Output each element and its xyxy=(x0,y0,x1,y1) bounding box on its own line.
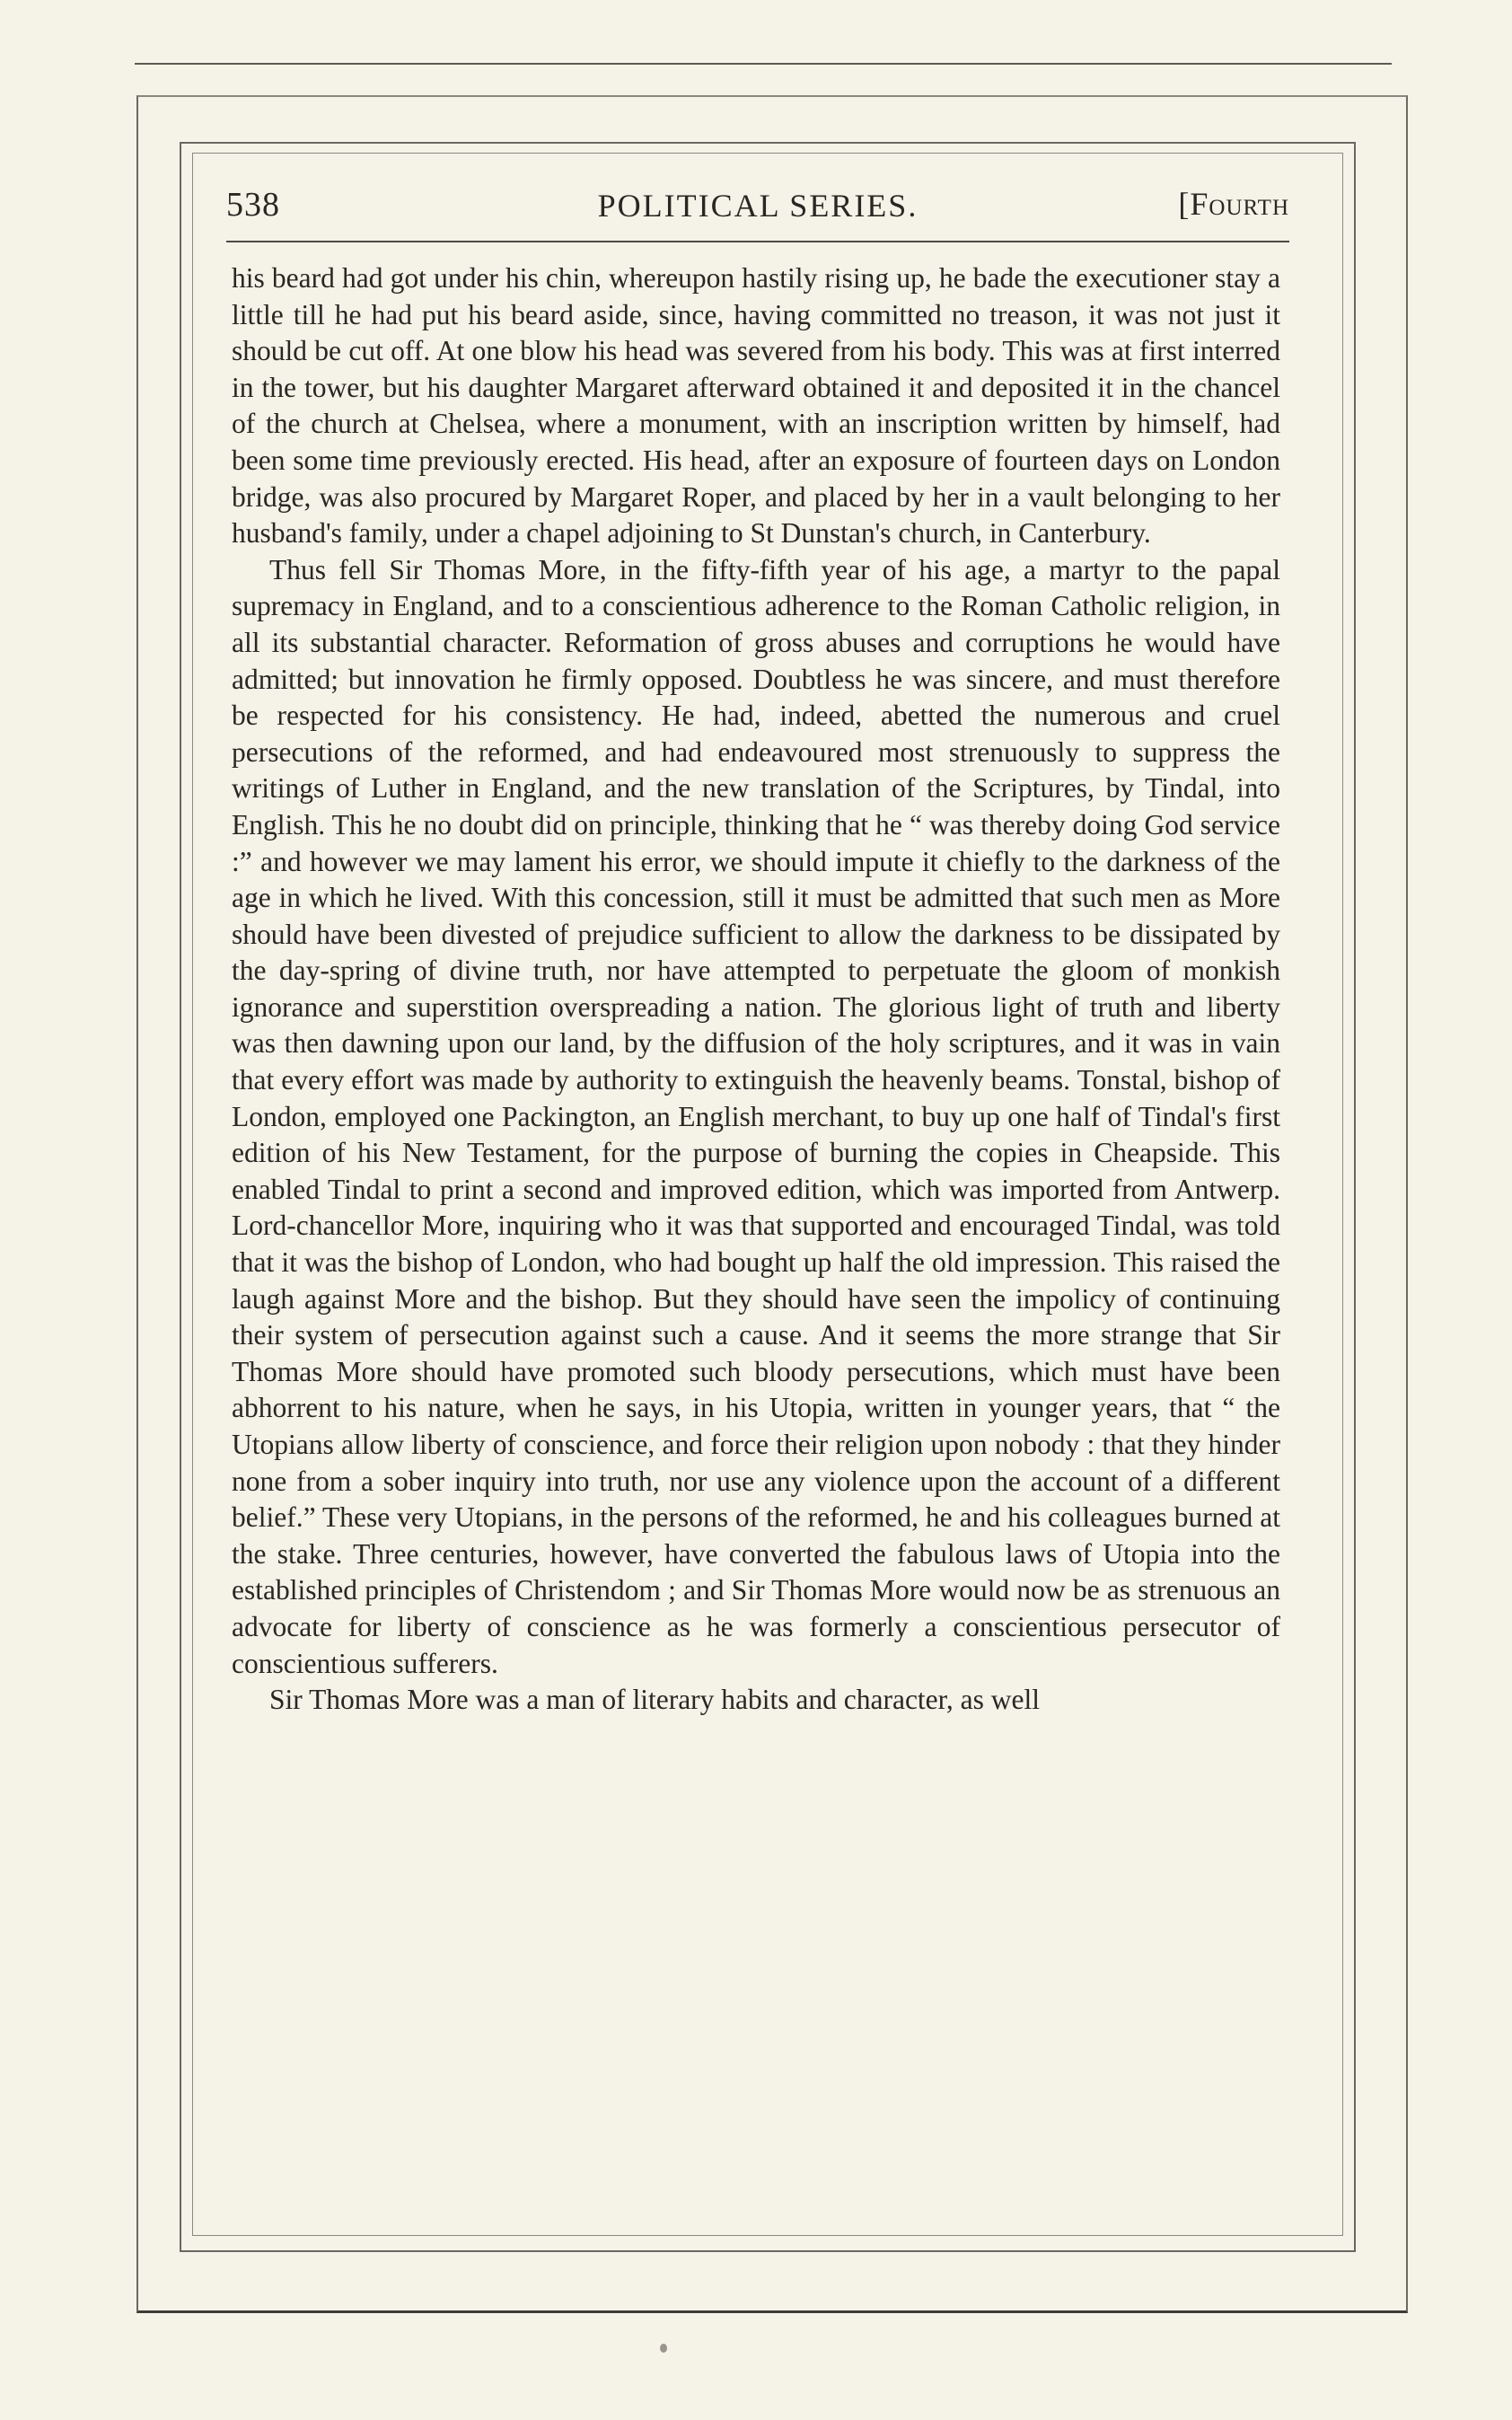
paragraph-2: Thus fell Sir Thomas More, in the fifty-fifth year of his age, a martyr to the papal supremacy in England, and to a conscientious adherence to the Roman Catholic religion, in all its substantial character. Reformation of gross abuses and corruptions he would have admitted; but innovation he firmly opposed. Doubtless he was sincere, and must therefore be respected for his consistency. He had, indeed, abetted the numerous and cruel persecutions of the reformed, and had endeavoured most strenuously to suppress the writings of Luther in England, and the new translation of the Scriptures, by Tindal, into English. This he no doubt did on principle, thinking that he “ was thereby doing God service :” and however we may lament his error, we should impute it chiefly to the darkness of the age in which he lived. With this concession, still it must be admitted that such men as More should have been divested of prejudice sufficient to allow the darkness to be dissipated by the day-spring of divine truth, nor have attempted to perpetuate the gloom of monkish ignorance and superstition overspreading a nation. The glorious light of truth and liberty was then dawning upon our land, by the diffusion of the holy scriptures, and it was in vain that every effort was made by authority to extinguish the heavenly beams. Tonstal, bishop of London, employed one Packington, an English merchant, to buy up one half of Tindal's first edition of his New Testament, for the purpose of burning the copies in Cheapside. This enabled Tindal to print a second and improved edition, which was imported from Antwerp. Lord-chancellor More, inquiring who it was that supported and encouraged Tindal, was told that it was the bishop of London, who had bought up half the old impression. This raised the laugh against More and the bishop. But they should have seen the impolicy of continuing their system of persecution against such a cause. And it seems the more strange that Sir Thomas More should have promoted such bloody persecutions, which must have been abhorrent to his nature, when he says, in his Utopia, written in younger years, that “ the Utopians allow liberty of conscience, and force their religion upon nobody : that they hinder none from a sober inquiry into truth, nor use any violence upon the account of a different belief.” These very Utopians, in the persons of the reformed, he and his colleagues burned at the stake. Three centuries, however, have converted the fabulous laws of Utopia into the established principles of Christendom ; and Sir Thomas More would now be as strenuous an advocate for liberty of conscience as he was formerly a conscientious persecutor of conscientious sufferers. xyxy=(232,553,1280,1679)
top-rule xyxy=(135,63,1392,65)
running-header xyxy=(226,181,1289,232)
header-rule xyxy=(226,241,1289,242)
running-title: POLITICAL SERIES. xyxy=(597,188,919,224)
paragraph-3: Sir Thomas More was a man of literary habits and character, as well xyxy=(269,1684,1040,1716)
section-marker: [Fourth xyxy=(1178,186,1289,222)
body-text xyxy=(232,260,1280,1719)
paragraph-1: his beard had got under his chin, whereupon hastily rising up, he bade the executioner stay a little till he had put his beard aside, since, having committed no treason, it was not just it should be cut off. At one blow his head was severed from his body. This was at first interred in the tower, but his daughter Margaret afterward obtained it and deposited it in the chancel of the church at Chelsea, where a monument, with an inscription written by himself, had been some time previously erected. His head, after an exposure of fourteen days on London bridge, was also procured by Margaret Roper, and placed by her in a vault belonging to her husband's family, under a chapel adjoining to St Dunstan's church, in Canterbury. xyxy=(232,262,1280,550)
page-speck xyxy=(660,2344,667,2353)
page-number: 538 xyxy=(226,186,280,224)
